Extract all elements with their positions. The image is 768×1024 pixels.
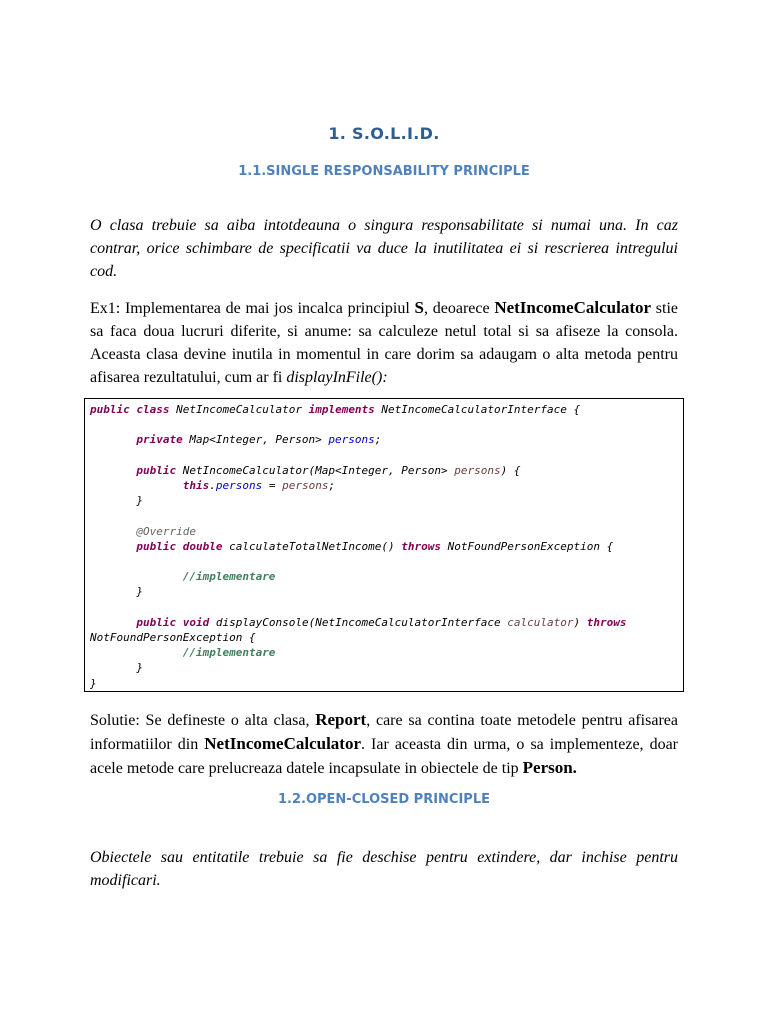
example1-paragraph — [90, 296, 678, 389]
text-line: afisarea rezultatului, cum ar fi displayInFile(): — [90, 369, 388, 386]
text-line: informatiilor din NetIncomeCalculator. Iar aceasta din urma, o sa implementeze, doar — [90, 734, 679, 753]
subsection-heading-ocp: 1.2.OPEN-CLOSED PRINCIPLE — [278, 792, 490, 807]
subsection-heading-srp: 1.1.SINGLE RESPONSABILITY PRINCIPLE — [238, 164, 530, 179]
text-line: acele metode care prelucreaza datele incapsulate in obiectele de tip Person. — [90, 758, 577, 777]
text-line: O clasa trebuie sa aiba intotdeauna o singura responsabilitate si numai una. In caz — [90, 217, 678, 234]
text-line: Solutie: Se defineste o alta clasa, Report, care sa contina toate metodele pentru afisarea — [90, 710, 678, 729]
text-line: Aceasta clasa devine inutila in momentul in care dorim sa adaugam o alta metoda pentru — [90, 346, 678, 363]
text-line: modificari. — [90, 872, 161, 889]
section-heading-solid: 1. S.O.L.I.D. — [328, 124, 440, 143]
text-line: Obiectele sau entitatile trebuie sa fie deschise pentru extindere, dar inchise pentru — [90, 849, 678, 866]
text-line: contrar, orice schimbare de specificatii va duce la inutilitatea ei si rescrierea intregului — [90, 240, 678, 257]
ocp-intro-paragraph — [90, 846, 678, 892]
text-line: sa faca doua lucruri diferite, si anume: sa calculeze netul total si sa afiseze la consola. — [90, 323, 678, 340]
text-line: cod. — [90, 263, 118, 280]
solution-paragraph — [90, 708, 678, 780]
text-line: Ex1: Implementarea de mai jos incalca principiul S, deoarece NetIncomeCalculator stie — [90, 298, 679, 317]
srp-intro-paragraph — [90, 214, 678, 283]
code-block: public class NetIncomeCalculator implements NetIncomeCalculatorInterface { private Map<Integer, Person> persons; public NetIncomeCalculator(Map<Integer, Person> persons) { this.persons = persons; } @Override public double calculateTotalNetIncome() throws NotFoundPersonException { //implementare } public void displayConsole(NetIncomeCalculatorInterface calculator) throws NotFoundPersonException { //implementare } } — [84, 398, 684, 692]
